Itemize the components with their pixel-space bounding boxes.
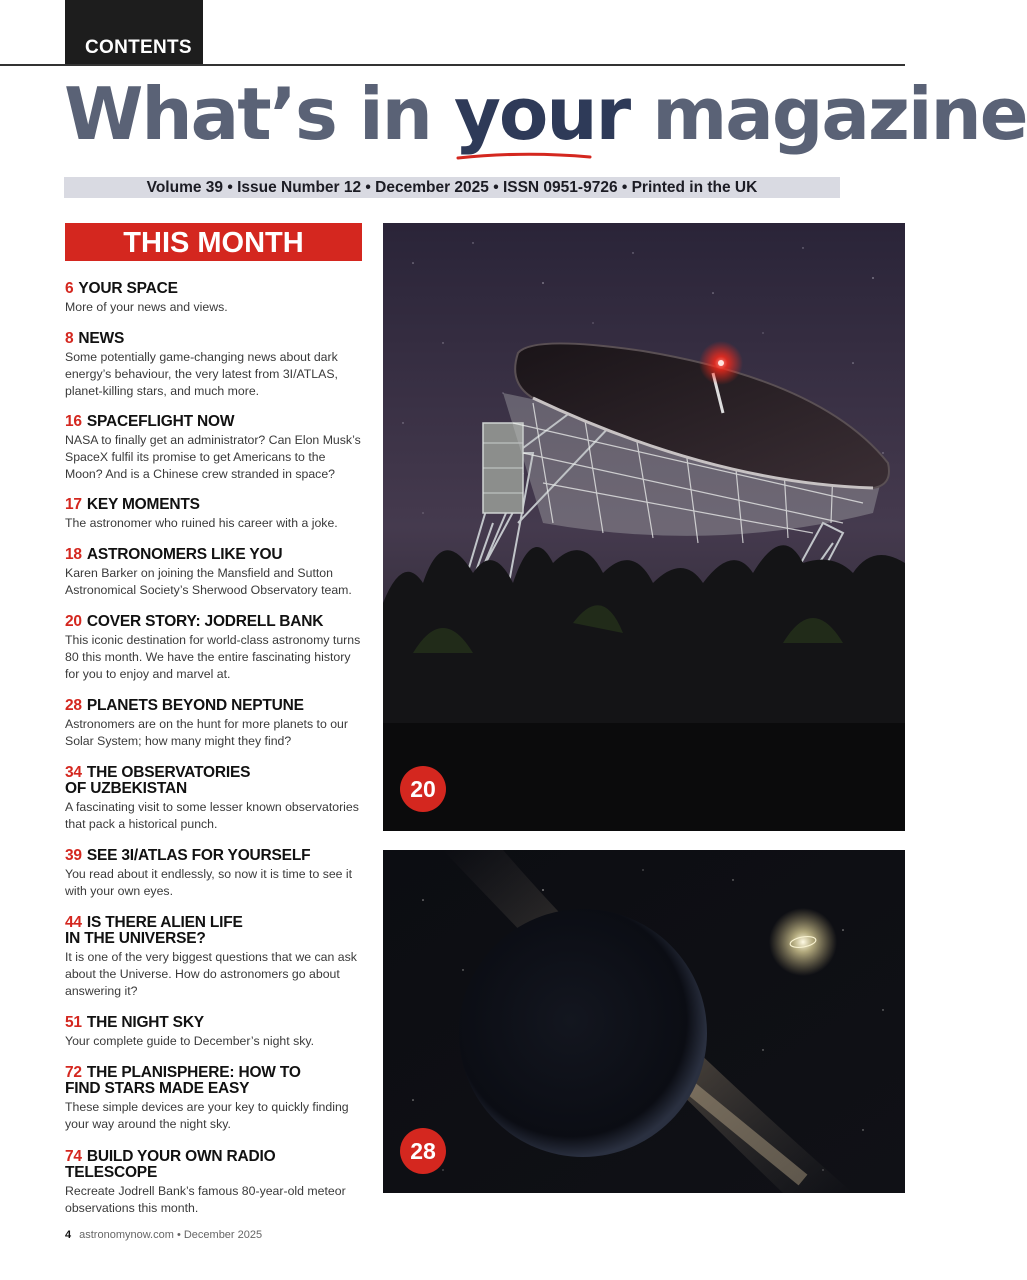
entry-title: NEWS xyxy=(78,330,125,347)
entry-title: ASTRONOMERS LIKE YOU xyxy=(86,546,283,563)
headline-part-2: magazine xyxy=(629,72,1027,156)
section-tab-label: CONTENTS xyxy=(85,37,192,58)
entry-description: Astronomers are on the hunt for more planets to our Solar System; how many might they find? xyxy=(65,717,348,748)
entry-description: Recreate Jodrell Bank’s famous 80-year-old meteor observations this month. xyxy=(65,1184,346,1215)
entry-description: It is one of the very biggest questions that we can ask about the Universe. How do astronomers go about answering it? xyxy=(65,950,357,998)
entry-page-number: 51 xyxy=(65,1014,82,1031)
entry-description: NASA to finally get an administrator? Can Elon Musk’s SpaceX fulfil its promise to get Americans to the Moon? And is a Chinese crew stranded in space? xyxy=(65,433,361,481)
headline-emphasis xyxy=(453,72,630,156)
entry-title: SEE 3I/ATLAS FOR YOURSELF xyxy=(86,847,311,864)
contents-entry[interactable] xyxy=(65,614,363,683)
header-rule xyxy=(0,64,905,66)
entry-title: THE PLANISPHERE: HOW TO FIND STARS MADE EASY xyxy=(65,1064,301,1097)
contents-entry[interactable] xyxy=(65,497,363,532)
issue-info-bar: Volume 39 • Issue Number 12 • December 2025 • ISSN 0951-9726 • Printed in the UK xyxy=(64,177,840,198)
entry-title: THE OBSERVATORIES OF UZBEKISTAN xyxy=(65,764,251,797)
headline-part-1: What’s in xyxy=(64,72,454,156)
entry-page-number: 34 xyxy=(65,764,82,781)
entry-description: These simple devices are your key to quickly finding your way around the night sky. xyxy=(65,1100,349,1131)
entry-page-number: 6 xyxy=(65,280,74,297)
entry-title: COVER STORY: JODRELL BANK xyxy=(86,613,324,630)
entry-title: YOUR SPACE xyxy=(78,280,178,297)
entry-description: You read about it endlessly, so now it is time to see it with your own eyes. xyxy=(65,867,353,898)
page-badge-28: 28 xyxy=(400,1128,446,1174)
footer-page-number: 4 xyxy=(65,1229,72,1241)
contents-entry[interactable] xyxy=(65,331,363,400)
contents-entry[interactable] xyxy=(65,414,363,483)
entry-page-number: 20 xyxy=(65,613,82,630)
entry-page-number: 44 xyxy=(65,914,82,931)
entry-description: Some potentially game-changing news about dark energy’s behaviour, the very latest from 3I/ATLAS, planet-killing stars, and much more. xyxy=(65,350,338,398)
entry-title: KEY MOMENTS xyxy=(86,496,200,513)
entry-title: THE NIGHT SKY xyxy=(86,1014,204,1031)
entry-title: SPACEFLIGHT NOW xyxy=(86,413,235,430)
page-footer xyxy=(65,1229,262,1241)
contents-entry[interactable] xyxy=(65,765,363,833)
jodrell-bank-photo[interactable] xyxy=(383,223,905,831)
entry-description: This iconic destination for world-class astronomy turns 80 this month. We have the entire fascinating history for you to enjoy and marvel at. xyxy=(65,633,361,681)
radio-telescope-illustration xyxy=(383,223,905,831)
this-month-banner: THIS MONTH xyxy=(65,223,362,261)
contents-entry[interactable] xyxy=(65,281,363,316)
underline-swoosh xyxy=(454,150,594,162)
entry-title: BUILD YOUR OWN RADIO TELESCOPE xyxy=(65,1148,276,1181)
entry-description: More of your news and views. xyxy=(65,300,228,314)
entry-page-number: 39 xyxy=(65,847,82,864)
section-tab xyxy=(65,0,203,64)
planet-illustration-photo[interactable] xyxy=(383,850,905,1193)
entry-description: Karen Barker on joining the Mansfield and Sutton Astronomical Society’s Sherwood Observatory team. xyxy=(65,566,352,597)
entry-page-number: 18 xyxy=(65,546,82,563)
contents-entry[interactable] xyxy=(65,698,363,750)
contents-entry[interactable] xyxy=(65,848,363,900)
entry-title: PLANETS BEYOND NEPTUNE xyxy=(86,697,304,714)
contents-entry[interactable] xyxy=(65,1149,363,1217)
entry-page-number: 17 xyxy=(65,496,82,513)
dark-planet-illustration xyxy=(383,850,905,1193)
page-headline xyxy=(64,72,1027,156)
page-badge-20: 20 xyxy=(400,766,446,812)
entry-description: The astronomer who ruined his career with a joke. xyxy=(65,516,338,530)
entry-page-number: 16 xyxy=(65,413,82,430)
contents-entry[interactable] xyxy=(65,547,363,599)
footer-text: astronomynow.com • December 2025 xyxy=(79,1229,263,1241)
contents-entry[interactable] xyxy=(65,1015,363,1050)
entry-page-number: 72 xyxy=(65,1064,82,1081)
entry-page-number: 74 xyxy=(65,1148,82,1165)
entry-title: IS THERE ALIEN LIFE IN THE UNIVERSE? xyxy=(65,914,243,947)
entry-description: A fascinating visit to some lesser known observatories that pack a historical punch. xyxy=(65,800,359,831)
contents-entry[interactable] xyxy=(65,1065,363,1133)
entry-description: Your complete guide to December’s night sky. xyxy=(65,1034,315,1048)
headline-emphasis-text: your xyxy=(453,72,630,156)
contents-entry[interactable] xyxy=(65,915,363,1000)
entry-page-number: 8 xyxy=(65,330,74,347)
entry-page-number: 28 xyxy=(65,697,82,714)
